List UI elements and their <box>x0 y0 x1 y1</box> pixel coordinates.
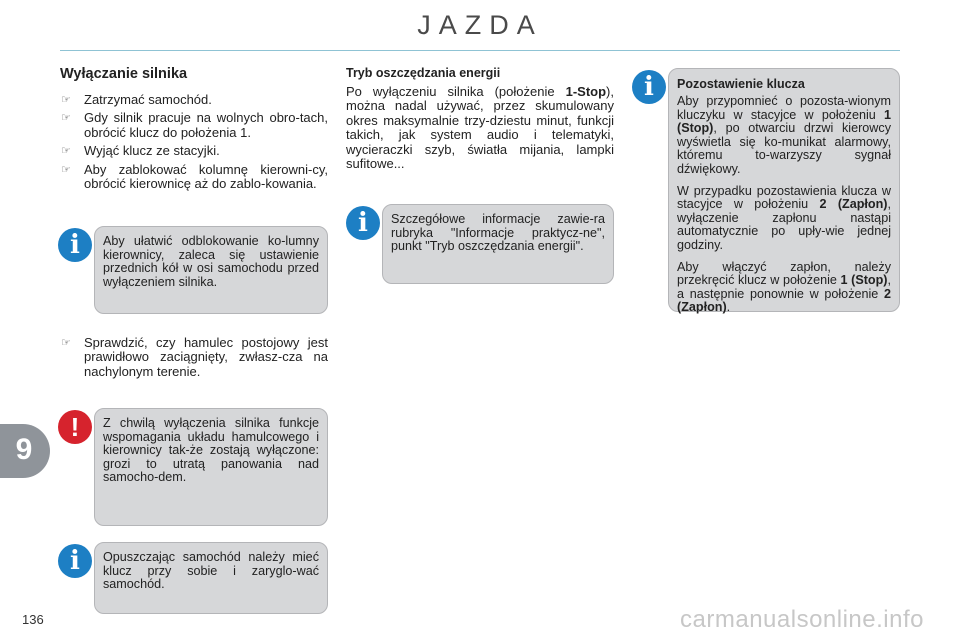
info-box-leaving: Opuszczając samochód należy mieć klucz przy sobie i zaryglo-wać samochód. <box>94 542 328 614</box>
list-item: ☞ Sprawdzić, czy hamulec postojowy jest prawidłowo zaciągnięty, zwłasz-cza na nachylonym terenie. <box>61 335 328 379</box>
info-icon: i <box>58 228 92 262</box>
list-item: ☞ Zatrzymać samochód. <box>61 92 212 107</box>
section-heading: Pozostawienie klucza <box>677 77 805 91</box>
section-engine-off <box>60 66 328 195</box>
section-energy-saving <box>346 66 614 171</box>
section-parking-brake <box>60 336 328 383</box>
pointing-hand-icon: ☞ <box>61 112 71 125</box>
list-item: ☞ Gdy silnik pracuje na wolnych obro-tach, obrócić klucz do położenia 1. <box>61 110 328 140</box>
chapter-number: 9 <box>4 430 44 470</box>
header-divider <box>60 50 900 51</box>
section-heading: Tryb oszczędzania energii <box>346 66 501 80</box>
info-box-energy: Szczegółowe informacje zawie-ra rubryka "Informacje praktycz-ne", punkt "Tryb oszczędzania energii". <box>382 204 614 284</box>
info-box-steering: Aby ułatwić odblokowanie ko-lumny kierownicy, zaleca się ustawienie przednich kół w osi samochodu przed wyłączeniem silnika. <box>94 226 328 314</box>
page-title: JAZDA <box>417 10 543 40</box>
list-item: ☞ Wyjąć klucz ze stacyjki. <box>61 143 220 159</box>
info-box-key-left: Pozostawienie klucza Aby przypomnieć o pozosta-wionym kluczyku w stacyjce w położeniu 1 (Stop), po otwarciu drzwi kierowcy wyświetla się ko-munikat alarmowy, któremu to-warzyszy sygnał dźwiękowy. W przypadku pozostawienia klucza w stacyjce w położeniu 2 (Zapłon), wyłączenie zapłonu nastąpi automatycznie po upły-wie jednej godziny. Aby włączyć zapłon, należy przekręcić klucz w położenie 1 (Stop), a następnie ponownie w położenie 2 (Zapłon). <box>668 68 900 312</box>
energy-paragraph: Po wyłączeniu silnika (położenie 1-Stop), można nadal używać, przez skumulowany okres maksymalnie trzy-dziestu minut, funkcji takich, jak system audio i telematyki, wycieraczki szyb, światła mijania, lampki sufitowe... <box>346 84 614 172</box>
watermark: carmanualsonline.info <box>680 606 924 633</box>
section-heading: Wyłączanie silnika <box>60 66 188 82</box>
page-number: 136 <box>22 612 44 627</box>
info-icon: i <box>632 70 666 104</box>
pointing-hand-icon: ☞ <box>61 163 71 176</box>
warning-box: Z chwilą wyłączenia silnika funkcje wspomagania układu hamulcowego i kierownicy tak-że zostają wyłączone: grozi to utratą panowania nad samocho-dem. <box>94 408 328 526</box>
pointing-hand-icon: ☞ <box>61 94 71 106</box>
pointing-hand-icon: ☞ <box>61 337 71 349</box>
info-icon: i <box>346 206 380 240</box>
warning-icon: ! <box>58 410 92 444</box>
list-item: ☞ Aby zablokować kolumnę kierowni-cy, obrócić kierownicę aż do zablo-kowania. <box>61 161 328 192</box>
steps-list <box>60 336 328 379</box>
pointing-hand-icon: ☞ <box>61 145 71 158</box>
steps-list <box>60 93 328 191</box>
info-icon: i <box>58 544 92 578</box>
